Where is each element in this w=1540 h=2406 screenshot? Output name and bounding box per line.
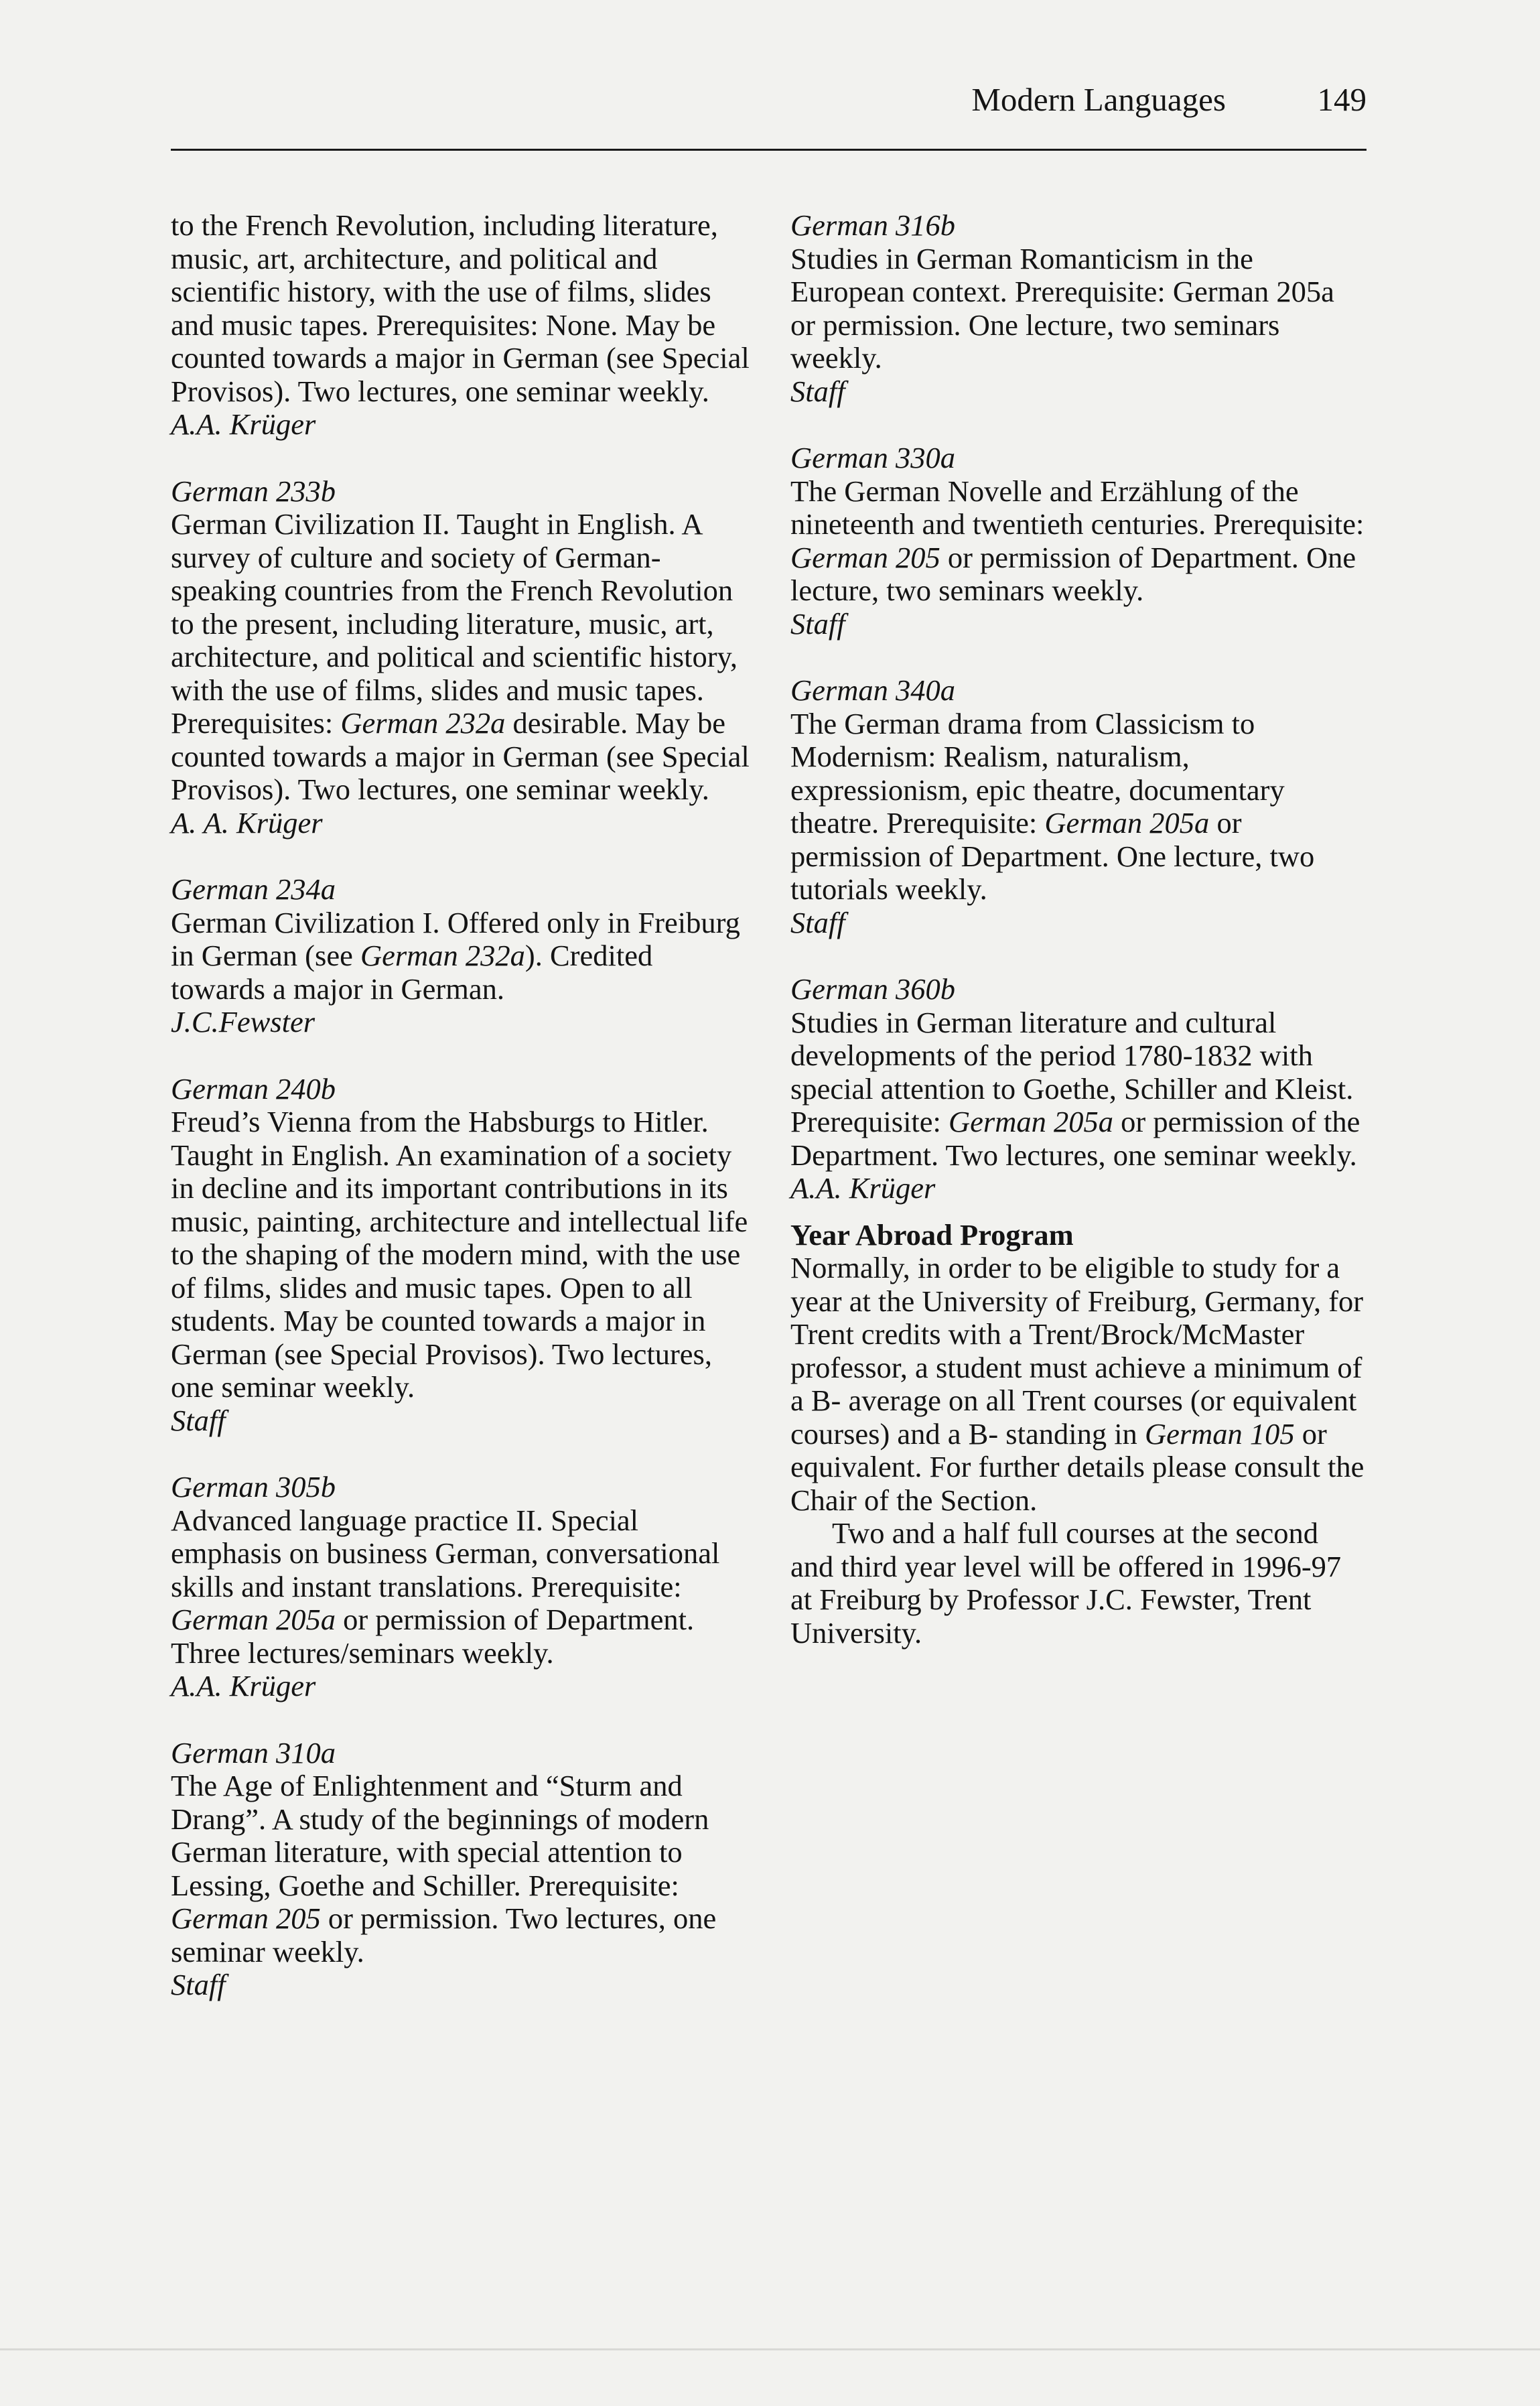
course-code: German 305b xyxy=(171,1470,336,1503)
course-entry-german-330a xyxy=(790,442,1367,641)
page-header xyxy=(171,75,1367,151)
year-abroad-paragraph-2: Two and a half full courses at the second and third year level will be offered in 1996-97 at Freiburg by Professor J.C. Fewster, Trent University. xyxy=(790,1516,1342,1650)
description-text: ). Credited towards a major in German. xyxy=(171,939,653,1006)
course-instructor: A.A. Krüger xyxy=(790,1171,936,1205)
course-code: German 360b xyxy=(790,972,955,1006)
page-edge-shadow xyxy=(0,2348,1540,2350)
course-entry-german-233b xyxy=(171,475,754,840)
description-text: The German Novelle and Erzählung of the nineteenth and twentieth centuries. Prerequisite: xyxy=(790,474,1364,541)
description-text: Advanced language practice II. Special emphasis on business German, conversational skills and instant translations. Prerequisite: xyxy=(171,1503,720,1603)
course-instructor: Staff xyxy=(790,606,845,641)
paragraph-text: Normally, in order to be eligible to study for a year at the University of Freiburg, Germany, for Trent credits with a Trent/Brock/McMaster professor, a student must achieve a minimum of a B- average on all Trent courses (or equivalent courses) and a B- standing in xyxy=(790,1251,1364,1451)
course-instructor: Staff xyxy=(790,374,845,408)
description-text: or permission. Two lectures, one seminar weekly. xyxy=(171,1901,717,1968)
paragraph-text: or equivalent. For further details please consult the Chair of the Section. xyxy=(790,1416,1364,1517)
course-entry-german-316b xyxy=(790,209,1367,408)
course-instructor: A.A. Krüger xyxy=(171,1669,316,1702)
course-description: Studies in German Romanticism in the European context. Prerequisite: German 205a or permission. One lecture, two seminars weekly. xyxy=(790,241,1334,375)
section-heading: Year Abroad Program xyxy=(790,1217,1074,1252)
course-instructor: Staff xyxy=(790,905,845,939)
course-description xyxy=(171,907,754,1006)
course-reference: German 232a xyxy=(360,939,525,972)
left-column xyxy=(171,209,754,2035)
course-entry-continuation xyxy=(171,209,754,442)
course-code: German 330a xyxy=(790,441,955,474)
course-entry-german-240b xyxy=(171,1073,754,1438)
right-column xyxy=(790,209,1367,1683)
course-entry-german-310a xyxy=(171,1737,754,2002)
course-description xyxy=(171,508,754,807)
course-entry-german-234a xyxy=(171,873,754,1039)
course-code: German 233b xyxy=(171,474,336,508)
course-reference: German 205a xyxy=(949,1105,1114,1138)
course-reference: German 205a xyxy=(171,1603,336,1636)
page-number: 149 xyxy=(1317,81,1367,118)
section-title: Modern Languages xyxy=(971,81,1226,118)
course-description xyxy=(790,708,1367,907)
course-code: German 240b xyxy=(171,1071,336,1106)
description-text: German Civilization I. Offered only in Freiburg in German (see xyxy=(171,905,740,972)
course-instructor: A.A. Krüger xyxy=(171,407,316,441)
course-instructor: Staff xyxy=(171,1403,226,1437)
course-reference: German 205 xyxy=(790,540,940,574)
course-instructor: A. A. Krüger xyxy=(171,805,323,840)
description-text: or permission of Department. One lecture, two seminars weekly. xyxy=(790,540,1356,607)
course-code: German 234a xyxy=(171,872,336,906)
course-reference: German 105 xyxy=(1144,1416,1295,1451)
description-text: The Age of Enlightenment and “Sturm and Drang”. A study of the beginnings of modern German literature, with special attention to Lessing, Goethe and Schiller. Prerequisite: xyxy=(171,1769,709,1902)
course-description xyxy=(171,1769,754,1968)
course-code: German 316b xyxy=(790,208,955,242)
course-description xyxy=(790,1006,1367,1173)
description-text: Studies in German literature and cultural developments of the period 1780-1832 with special attention to Goethe, Schiller and Kleist. Prerequisite: xyxy=(790,1005,1354,1138)
course-code: German 340a xyxy=(790,673,955,707)
year-abroad-paragraph-1 xyxy=(790,1252,1367,1517)
year-abroad-section xyxy=(790,1219,1367,1650)
description-text: desirable. May be counted towards a major in German (see Special Provisos). Two lectures, one seminar weekly. xyxy=(171,706,750,806)
description-text: German Civilization II. Taught in English. A survey of culture and society of German-speaking countries from the French Revolution to the present, including literature, music, art, architecture, and political and scientific history, with the use of films, slides and music tapes. Prerequisites: xyxy=(171,507,738,740)
course-entry-german-305b xyxy=(171,1471,754,1703)
course-entry-german-360b xyxy=(790,973,1367,1205)
course-entry-german-340a xyxy=(790,674,1367,939)
description-text: or permission of the Department. Two lectures, one seminar weekly. xyxy=(790,1105,1360,1172)
course-description: Freud’s Vienna from the Habsburgs to Hitler. Taught in English. An examination of a society in decline and its important contributions in its music, painting, architecture and intellectual life to the shaping of the modern mind, with the use of films, slides and music tapes. Open to all students. May be counted towards a major in German (see Special Provisos). Two lectures, one seminar weekly. xyxy=(171,1105,748,1404)
description-text: The German drama from Classicism to Modernism: Realism, naturalism, expressionism, epic theatre, documentary theatre. Prerequisite: xyxy=(790,706,1285,840)
course-reference: German 205 xyxy=(171,1901,321,1935)
course-description xyxy=(790,475,1367,608)
course-code: German 310a xyxy=(171,1735,336,1769)
course-description xyxy=(171,1504,754,1670)
course-reference: German 232a xyxy=(340,706,506,740)
course-instructor: Staff xyxy=(171,1968,226,2001)
course-instructor: J.C.Fewster xyxy=(171,1005,316,1039)
course-reference: German 205a xyxy=(1044,806,1210,840)
description-text: or permission of Department. One lecture, two tutorials weekly. xyxy=(790,806,1315,906)
course-description: to the French Revolution, including literature, music, art, architecture, and political and scientific history, with the use of films, slides and music tapes. Prerequisites: None. May be counted towards a major in German (see Special Provisos). Two lectures, one seminar weekly. xyxy=(171,208,750,408)
description-text: or permission of Department. Three lectures/seminars weekly. xyxy=(171,1603,695,1670)
